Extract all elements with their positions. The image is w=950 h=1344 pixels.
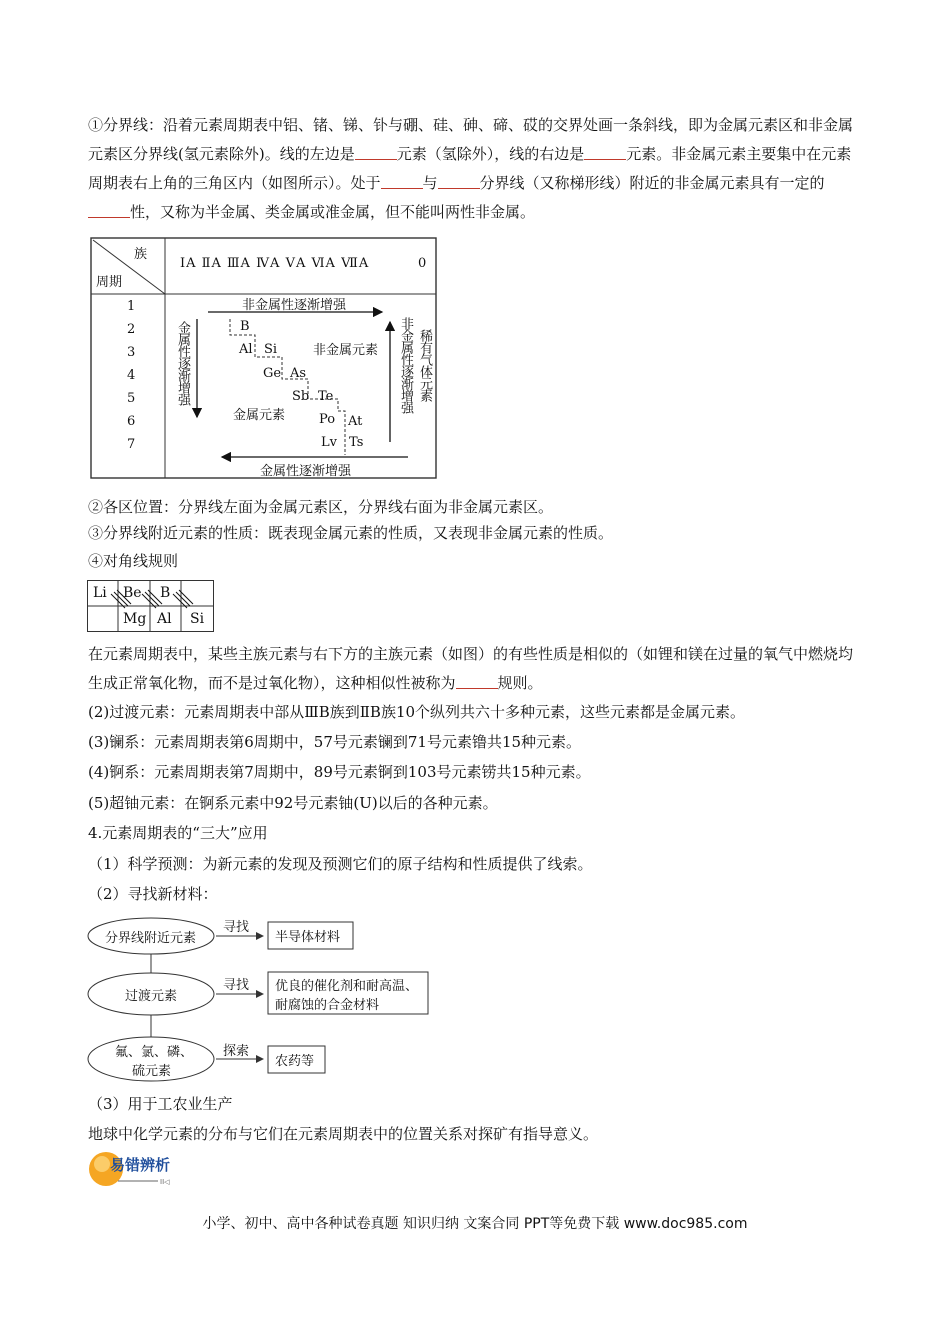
answer-blank[interactable] [355,144,397,160]
paragraph-new-materials: （2）寻找新材料： [88,885,218,903]
paragraph-boundary-properties: ③分界线附近元素的性质：既表现金属元素的性质，又表现非金属元素的性质。 [88,524,614,542]
answer-blank[interactable] [456,673,498,689]
flow-result: 耐腐蚀的合金材料 [275,998,380,1013]
paragraph-actinides: (4)锕系：元素周期表第7周期中，89号元素锕到103号元素铹共15种元素。 [88,763,591,781]
element-symbol: As [290,366,307,381]
element-symbol: Lv [321,435,337,450]
paragraph-diagonal-rule: 在元素周期表中，某些主族元素与右下方的主族元素（如图）的有些性质是相似的（如锂和镁在过量的氧气中燃烧均生成正常氧化物，而不是过氧化物），这种相似性被称为 规则。 [88,645,854,692]
flow-result: 优良的催化剂和耐高温、 [275,979,419,994]
right-arrow-label: 非金属性逐渐增强 [398,317,413,413]
paragraph-prediction: （1）科学预测：为新元素的发现及预测它们的原子结构和性质提供了线索。 [88,855,593,873]
answer-blank[interactable] [381,173,423,189]
element-symbol: At [348,414,363,429]
grid-cell: Si [190,611,205,627]
group-header: ⅠA ⅡA ⅢA ⅣA ⅤA ⅥA ⅦA [180,256,370,271]
left-arrow-label: 金属性逐渐增强 [175,321,190,405]
flow-arrow-label: 寻找 [223,978,250,993]
flow-node: 过渡元素 [125,989,178,1004]
flow-node: 分界线附近元素 [105,931,197,946]
element-symbol: Te [318,389,334,404]
paragraph-transition-elements: (2)过渡元素：元素周期表中部从ⅢB族到ⅡB族10个纵列共六十多种元素，这些元素都是金属元素。 [88,703,746,721]
flow-result: 半导体材料 [275,930,341,945]
answer-blank[interactable] [584,144,626,160]
paragraph-boundary-line: ①分界线：沿着元素周期表中铝、锗、锑、钋与硼、硅、砷、碲、砹的交界处画一条斜线，即为金属元素区和非金属元素区分界线(氢元素除外)。线的左边是 元素（氢除外），线的右边是 元素。非金属元素主要集中在元素周期表右上角的三角区内（如图所示）。处于 与 分界线（又称梯形线）附近的非金属元素具有一定的性，又称为半金属、类金属或准金属，但不能叫两性非金属。 [88,116,854,221]
error-analysis-badge [88,1152,188,1188]
answer-blank[interactable] [438,173,480,189]
noble-gas-label: 稀有气体元素 [417,329,432,401]
section-heading-applications: 4.元素周期表的“三大”应用 [88,824,268,842]
flow-arrow-label: 寻找 [223,920,250,935]
element-symbol: Po [319,412,336,427]
periodic-table-figure [90,237,437,479]
element-symbol: Al [239,342,253,357]
element-symbol: Ts [349,435,364,450]
period-label: 3 [127,345,136,360]
top-arrow-label: 非金属性逐渐增强 [242,298,347,313]
period-label: 7 [127,437,136,452]
metal-region-label: 金属元素 [233,408,286,423]
flow-result: 农药等 [275,1054,315,1069]
element-symbol: Sb [292,389,310,404]
paragraph-transuranium: (5)超铀元素：在锕系元素中92号元素铀(U)以后的各种元素。 [88,794,498,812]
badge-label: 易错辨析 [110,1156,171,1174]
element-symbol: B [240,319,250,334]
element-symbol: Si [264,342,278,357]
page-footer: 小学、初中、高中各种试卷真题 知识归纳 文案合同 PPT等免费下载 www.doc985.com [202,1216,748,1232]
nonmetal-region-label: 非金属元素 [313,343,379,358]
grid-cell: Al [157,611,172,627]
paragraph-regions: ②各区位置：分界线左面为金属元素区，分界线右面为非金属元素区。 [88,498,554,516]
period-label: 1 [127,299,136,314]
corner-period-label: 周期 [96,275,123,290]
element-symbol: Ge [263,366,282,381]
period-label: 5 [127,391,136,406]
paragraph-mining: 地球中化学元素的分布与它们在元素周期表中的位置关系对探矿有指导意义。 [88,1125,599,1143]
bottom-arrow-label: 金属性逐渐增强 [260,464,352,479]
grid-cell: Be [123,585,142,601]
paragraph-diagonal-rule-heading: ④对角线规则 [88,552,179,570]
materials-flow-diagram [85,912,435,1084]
flow-node: 氟、氯、磷、 [115,1045,194,1060]
grid-cell: Mg [123,611,147,627]
paragraph-industry: （3）用于工农业生产 [88,1095,233,1113]
flow-node: 硫元素 [132,1064,172,1079]
group-zero: 0 [418,256,427,271]
paragraph-lanthanides: (3)镧系：元素周期表第6周期中，57号元素镧到71号元素镥共15种元素。 [88,733,582,751]
grid-cell: B [160,585,171,601]
diagonal-rule-grid [87,580,214,632]
svg-text:II◁: II◁ [160,1178,170,1186]
figure-frame [90,237,437,479]
flow-arrow-label: 探索 [223,1044,250,1059]
period-label: 6 [127,414,136,429]
grid-cell: Li [93,585,107,601]
period-label: 2 [127,322,136,337]
period-label: 4 [127,368,136,383]
corner-group-label: 族 [134,247,148,262]
answer-blank[interactable] [88,202,130,218]
